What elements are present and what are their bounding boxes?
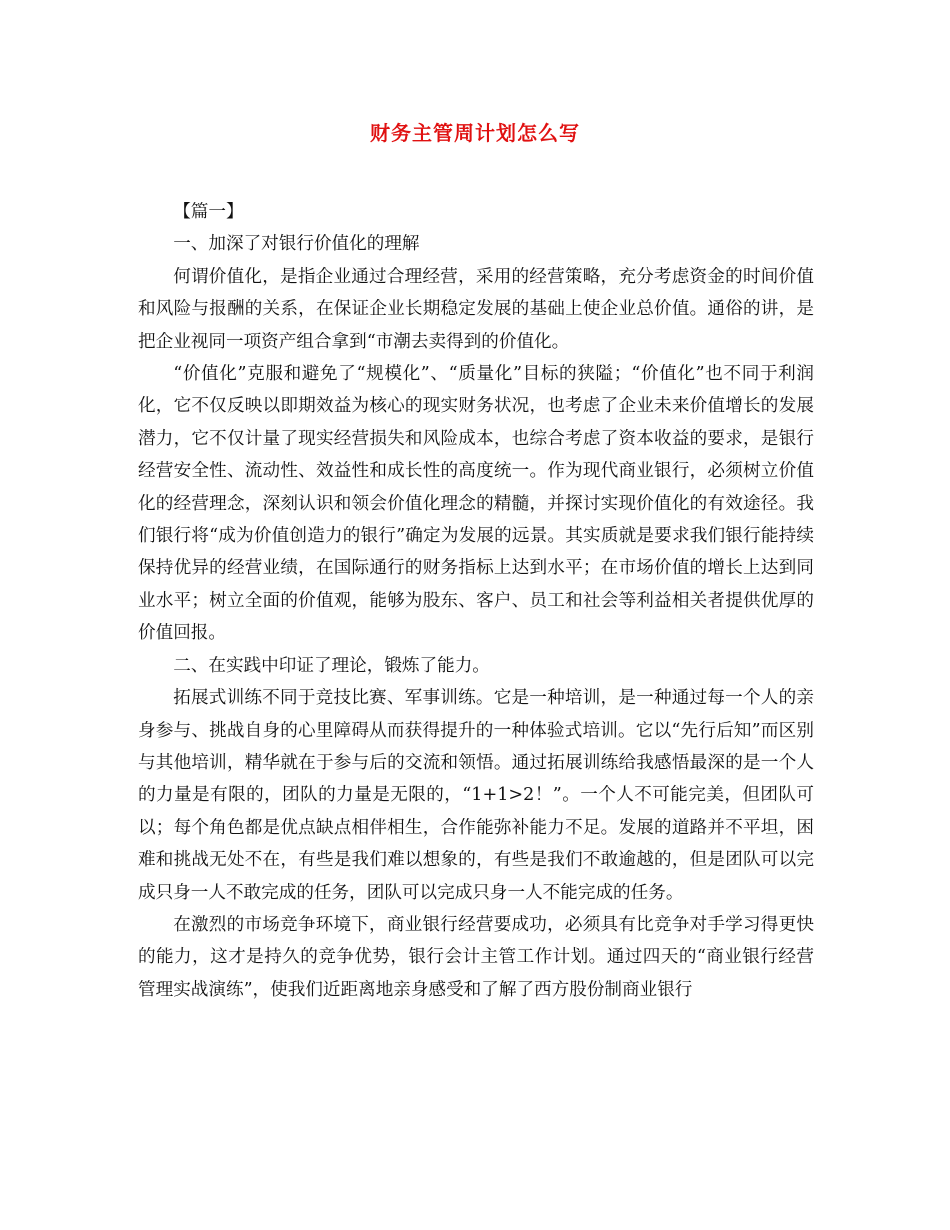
section-heading-2: 二、在实践中印证了理论，锻炼了能力。 [173, 655, 490, 676]
paragraph: “价值化”克服和避免了“规模化”、“质量化”目标的狭隘；“价值化”也不同于利润化，它不仅反映以即期效益为核心的现实财务状况，也考虑了企业未来价值增长的发展潜力，它不仅计量了现实经营损失和风险成本，也综合考虑了资本收益的要求，是银行经营安全性、流动性、效益性和成长性的高度统一。作为现代商业银行，必须树立价值化的经营理念，深刻认识和领会价值化理念的精髓，并探讨实现价值化的有效途径。我们银行将“成为价值创造力的银行”确定为发展的远景。其实质就是要求我们银行能持续保持优异的经营业绩，在国际通行的财务指标上达到水平；在市场价值的增长上达到同业水平；树立全面的价值观，能够为股东、客户、员工和社会等利益相关者提供优厚的价值回报。 [138, 364, 814, 644]
paragraph: 在激烈的市场竞争环境下，商业银行经营要成功，必须具有比竞争对手学习得更快的能力，这才是持久的竞争优势，银行会计主管工作计划。通过四天的“商业银行经营管理实战演练”，使我们近距离地亲身感受和了解了西方股份制商业银行 [138, 914, 814, 1000]
paragraph: 何谓价值化，是指企业通过合理经营，采用的经营策略，充分考虑资金的时间价值和风险与报酬的关系，在保证企业长期稳定发展的基础上使企业总价值。通俗的讲，是把企业视同一项资产组合拿到“市潮去卖得到的价值化。 [138, 266, 814, 352]
document-body [138, 196, 814, 1006]
section-label: 【篇一】 [173, 202, 244, 222]
section-heading-1: 一、加深了对银行价值化的理解 [173, 234, 420, 255]
document-title: 财务主管周计划怎么写 [370, 121, 580, 145]
paragraph: 拓展式训练不同于竞技比赛、军事训练。它是一种培训，是一种通过每一个人的亲身参与、挑战自身的心里障碍从而获得提升的一种体验式培训。它以“先行后知”而区别与其他培训，精华就在于参与后的交流和领悟。通过拓展训练给我感悟最深的是一个人的力量是有限的，团队的力量是无限的，“1+1>2！”。一个人不可能完美，但团队可以；每个角色都是优点缺点相伴相生，合作能弥补能力不足。发展的道路并不平坦，困难和挑战无处不在，有些是我们难以想象的，有些是我们不敢逾越的，但是团队可以完成只身一人不敢完成的任务，团队可以完成只身一人不能完成的任务。 [138, 688, 814, 903]
